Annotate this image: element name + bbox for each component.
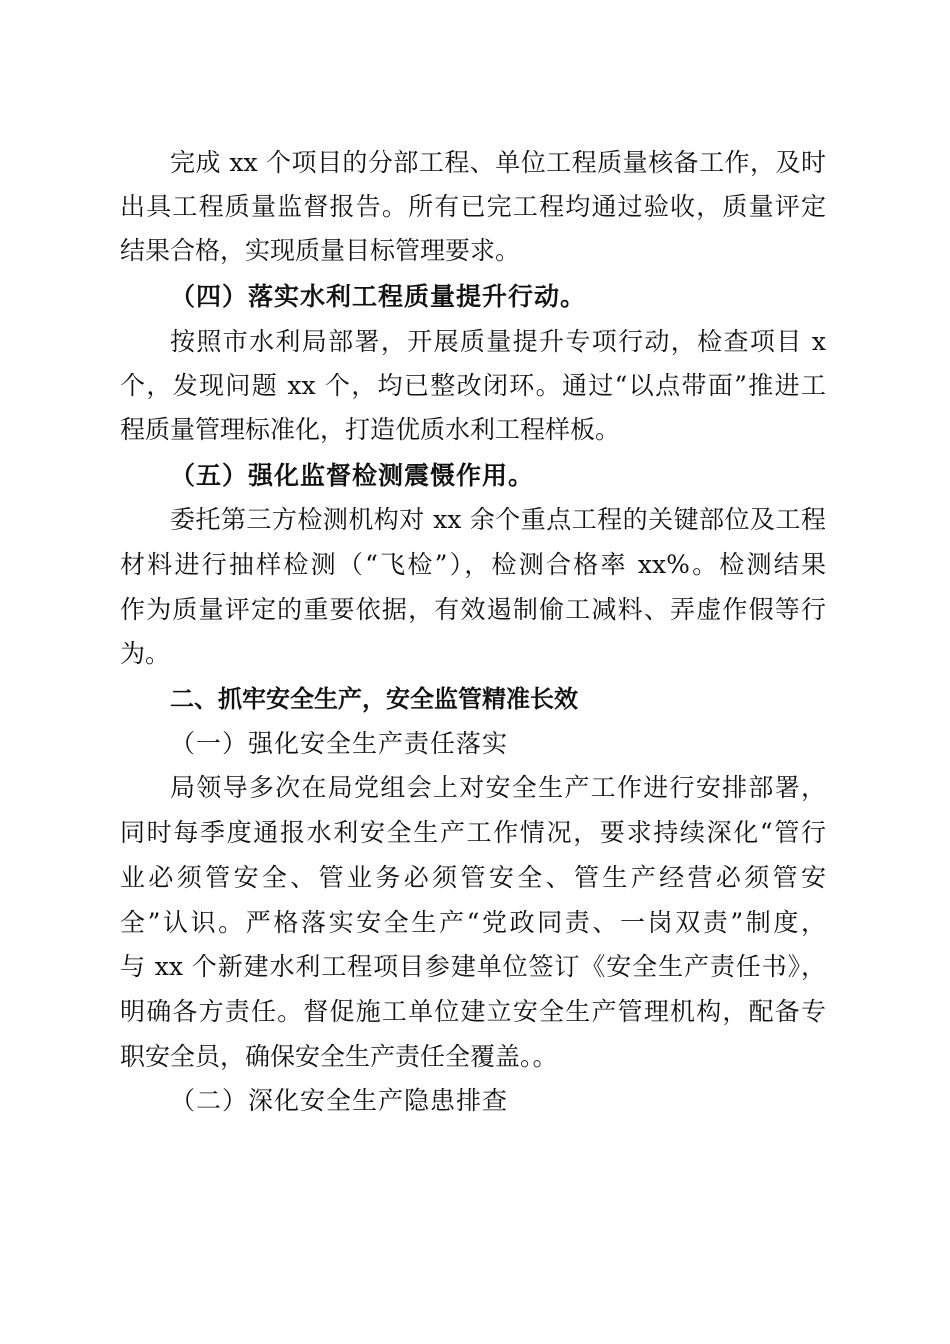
paragraph-line: 同时每季度通报水利安全生产工作情况，要求持续深化“管行 xyxy=(120,818,826,847)
paragraph-line: 全”认识。严格落实安全生产“党政同责、一岗双责”制度， xyxy=(120,908,826,937)
section-subheading: （二）深化安全生产隐患排查 xyxy=(170,1086,509,1115)
paragraph-line: 业必须管安全、管业务必须管安全、管生产经营必须管安 xyxy=(120,863,826,892)
paragraph-line: 作为质量评定的重要依据，有效遏制偷工减料、弄虚作假等行 xyxy=(120,595,826,624)
section-subheading: （四）落实水利工程质量提升行动。 xyxy=(170,282,587,311)
paragraph-line: 局领导多次在局党组会上对安全生产工作进行安排部署， xyxy=(170,773,826,802)
paragraph-line: 与 xx 个新建水利工程项目参建单位签订《安全生产责任书》， xyxy=(120,952,826,981)
paragraph-line: 出具工程质量监督报告。所有已完工程均通过验收，质量评定 xyxy=(120,192,826,221)
paragraph-line: 材料进行抽样检测（“飞检”），检测合格率 xx%。检测结果 xyxy=(120,550,826,579)
paragraph-line: 完成 xx 个项目的分部工程、单位工程质量核备工作，及时 xyxy=(170,148,826,177)
paragraph-line: 个，发现问题 xx 个，均已整改闭环。通过“以点带面”推进工 xyxy=(120,371,826,400)
paragraph-line: 结果合格，实现质量目标管理要求。 xyxy=(120,236,521,265)
paragraph-line: 委托第三方检测机构对 xx 余个重点工程的关键部位及工程 xyxy=(170,505,826,534)
paragraph-line: 程质量管理标准化，打造优质水利工程样板。 xyxy=(120,415,621,444)
section-subheading: （一）强化安全生产责任落实 xyxy=(170,729,509,758)
paragraph-line: 按照市水利局部署，开展质量提升专项行动，检查项目 x xyxy=(170,327,826,356)
paragraph-line: 为。 xyxy=(120,639,171,668)
paragraph-line: 明确各方责任。督促施工单位建立安全生产管理机构，配备专 xyxy=(120,997,826,1026)
section-heading: 二、抓牢安全生产，安全监管精准长效 xyxy=(170,685,578,713)
paragraph-line: 职安全员，确保安全生产责任全覆盖。。 xyxy=(120,1042,558,1071)
section-subheading: （五）强化监督检测震慑作用。 xyxy=(170,461,535,490)
